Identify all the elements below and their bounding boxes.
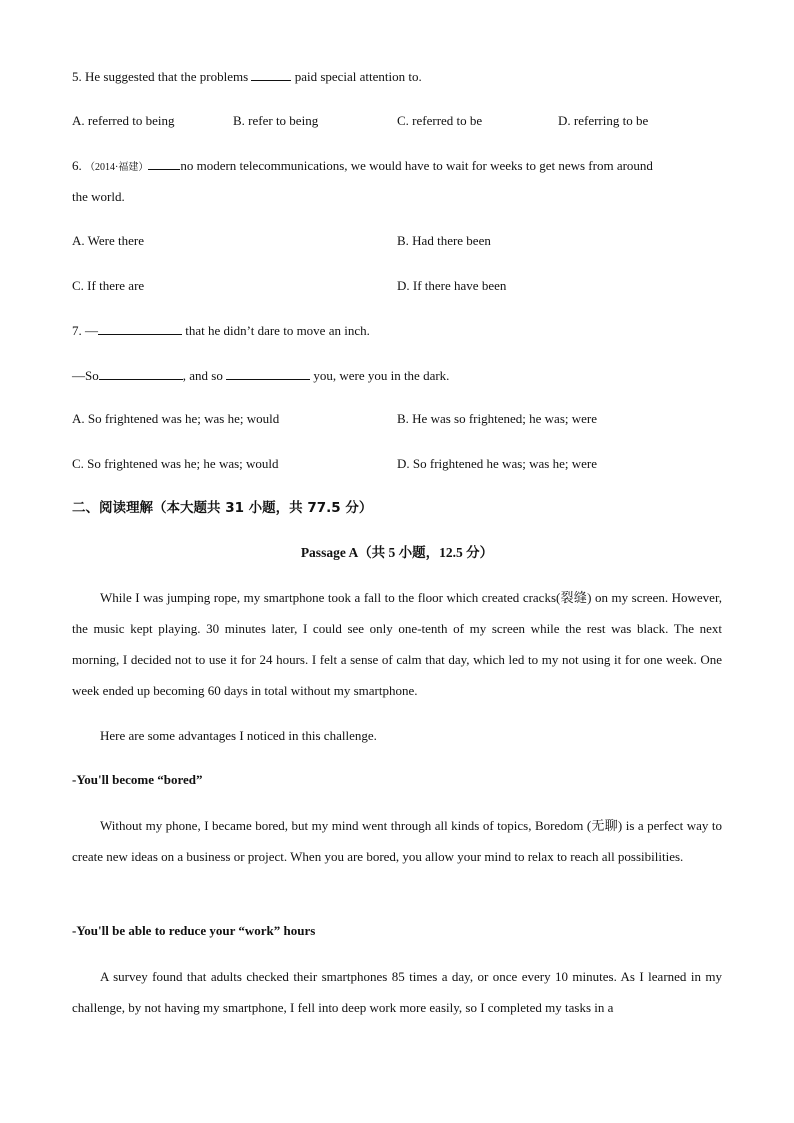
section-2-title: 二、阅读理解（本大题共 31 小题，共 77.5 分） xyxy=(72,500,373,516)
q6-stem-after: no modern telecommunications, we would have to wait for weeks to get news from around xyxy=(180,158,653,173)
q7-option-b: B. He was so frightened; he was; were xyxy=(397,411,597,426)
passage-a-title: Passage A（共 5 小题，12.5 分） xyxy=(300,545,494,560)
q6-number: 6. xyxy=(72,158,82,173)
q6-option-c: C. If there are xyxy=(72,278,145,293)
q6-option-b: B. Had there been xyxy=(397,233,491,248)
q7-blank-2 xyxy=(99,367,183,380)
q7-line2-before: —So xyxy=(72,368,99,383)
q6-source: （2014·福建） xyxy=(85,162,149,173)
passage-paragraph-3: Without my phone, I became bored, but my mind went through all kinds of topics, Boredom (无聊) is a perfect way to create new ideas on a business or project. When you are bored, you allow your mind to relax to reach all possibilities. xyxy=(72,818,722,864)
passage-paragraph-1: While I was jumping rope, my smartphone took a fall to the floor which created cracks(裂缝) on my screen. However, the music kept playing. 30 minutes later, I could see only one-tenth of my screen while the rest was black. The next morning, I decided not to use it for 24 hours. I felt a sense of calm that day, which led to my not using it for one week. One week ended up becoming 60 days in total without my smartphone. xyxy=(72,590,722,698)
q7-line1-before: 7. — xyxy=(72,323,98,338)
question-5-stem xyxy=(72,68,422,85)
q7-blank-1 xyxy=(98,322,182,335)
q5-option-c: C. referred to be xyxy=(397,113,483,128)
q6-option-d: D. If there have been xyxy=(397,278,507,293)
q5-stem-after: paid special attention to. xyxy=(291,69,422,84)
question-7-line2 xyxy=(72,367,449,384)
subheading-bored: -You'll become “bored” xyxy=(72,772,203,787)
q7-option-d: D. So frightened he was; was he; were xyxy=(397,456,597,471)
q5-option-a: A. referred to being xyxy=(72,113,175,128)
q7-line2-after: you, were you in the dark. xyxy=(310,368,450,383)
passage-paragraph-2: Here are some advantages I noticed in this challenge. xyxy=(100,728,377,743)
q7-blank-3 xyxy=(226,367,310,380)
passage-paragraph-4: A survey found that adults checked their smartphones 85 times a day, or once every 10 minutes. As I learned in my challenge, by not having my smartphone, I fell into deep work more easily, so I completed my tasks in a xyxy=(72,969,722,1015)
question-6-stem xyxy=(72,157,653,176)
q5-stem-before: 5. He suggested that the problems xyxy=(72,69,252,84)
q6-blank xyxy=(148,157,180,170)
q6-stem-line2: the world. xyxy=(72,189,125,204)
q5-option-b: B. refer to being xyxy=(233,113,319,128)
q7-line2-mid: , and so xyxy=(182,368,227,383)
question-7-line1 xyxy=(72,322,370,339)
q5-option-d: D. referring to be xyxy=(558,113,649,128)
q6-option-a: A. Were there xyxy=(72,233,144,248)
subheading-work-hours: -You'll be able to reduce your “work” hours xyxy=(72,923,316,938)
q7-line1-after: that he didn’t dare to move an inch. xyxy=(182,323,370,338)
q5-blank xyxy=(251,68,291,81)
q7-option-a: A. So frightened was he; was he; would xyxy=(72,411,280,426)
q7-option-c: C. So frightened was he; he was; would xyxy=(72,456,279,471)
